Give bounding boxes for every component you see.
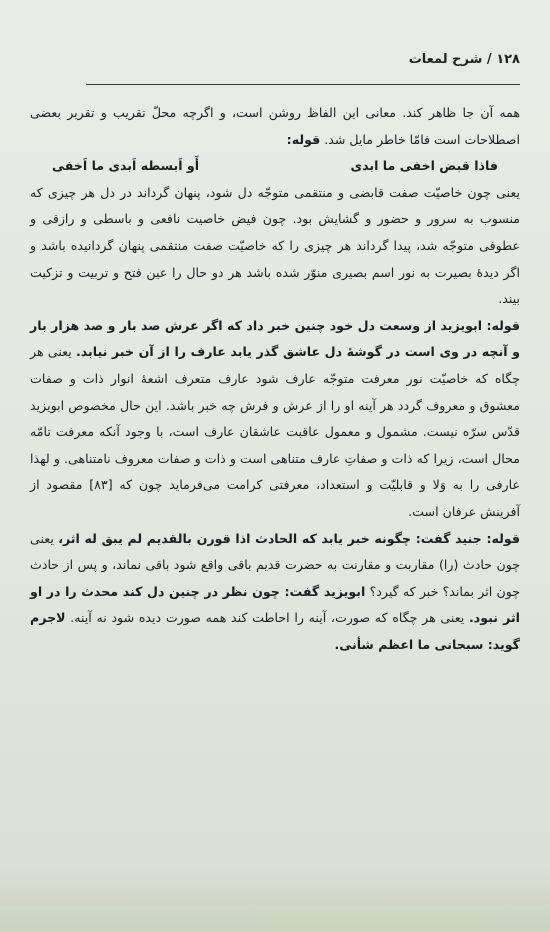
page-header (86, 50, 520, 85)
paragraph-text-2: یعنی هر چگاه که صورت، آینه را احاطت کند همه صورت دیده شود نه آینه. (65, 610, 470, 626)
paragraph-text: همه آن جا ظاهر کند. معانی این الفاظ روشن است، و اگرچه محلّ تقریب و تقریر بعضی اصطلاحات است فامّا خاطر مایل شد. (30, 105, 520, 147)
verse-right: فاذا قبض اخفی ما ابدی (350, 158, 498, 174)
page-number: ۱۲۸ (496, 52, 520, 67)
quoted-lead-2: ابویزید گفت: چون نظر در چنین دل کند محدث را در او اثر نبود. (30, 583, 520, 626)
keyword-qawlah: قوله: (286, 131, 321, 147)
verse-left: أَو اَبسطه اَبدی ما اَخفی (52, 158, 200, 174)
paragraph-3 (30, 313, 520, 526)
running-head (409, 52, 520, 67)
paragraph-text: یعنی هر چگاه که خاصیّت نور معرفت متوجّه عارف شود عارف متعرف اشعهٔ انوار ذات و صفات معشوق و معروف گردد هر آینه او را از عرش و فرش چه خبر باشد. این حال مخصوص ابویزید قدّس سرّه نیست. مشمول و معمول عاقبت عاشقان عارف است، با وجود آنکه معرفت تامّه محال است، زیرا که ذات و صفاتِ عارف متناهی است و ذات و صفات معروف نامتناهی. و لهذا عارفی را به وَلا و قابلیّت و استعداد، معرفتی کرامت می‌فرماید چون که [۸۳] مقصود از آفرینش عرفان است. (30, 344, 520, 519)
quoted-lead: جنید گفت: چگونه خبر یابد که الحادث اذا قورن بالقدیم لم یبق له اثر، (58, 530, 487, 546)
book-title: شرح لمعات (408, 52, 483, 67)
paragraph-text: یعنی چون حادث (را) مقاربت و مقارنت به حضرت قدیم باقی واقع شود باقی نماند، و پس از حادث چون اثر بماند؟ خبر که گیرد؟ (30, 530, 520, 599)
paragraph-4 (30, 526, 520, 659)
quoted-lead-3: لاجرم گوید: سبحانی ما اعظم شأنی. (30, 610, 520, 652)
paragraph-text: یعنی چون خاصیّت صفت قابضی و منتقمی متوجّه دل شود، پنهان گرداند در دل هر چیزی که منسوب به سرور و حضور و گشایش بود. چون فیض خاصیت نافعی و باسطی و رازقی و عطوفی متوجّه شد، پیدا گرداند هر چیزی را که خاصیّت صفت منتقمی پنهان گردانیده باشد و اگر دیدهٔ بصیرت به نور اسم بصیری منوّر شده باشد هر دو حال را عین فتح و تربیت و تزکیت بیند. (30, 184, 520, 307)
quoted-lead: ابویزید از وسعت دل خود چنین خبر داد که اگر عرش صد بار و صد هزار بار و آنچه در وی است در گوشهٔ دل عاشق گذر یابد عارف را از آن خبر نیابد. (30, 317, 520, 360)
paragraph-1 (30, 100, 520, 153)
keyword-qawlah: قوله: (486, 317, 520, 333)
keyword-qawlah: قوله: (486, 530, 520, 546)
header-separator: / (486, 52, 492, 67)
paragraph-2 (30, 180, 520, 313)
arabic-verse (30, 153, 520, 180)
page-body (30, 100, 520, 658)
